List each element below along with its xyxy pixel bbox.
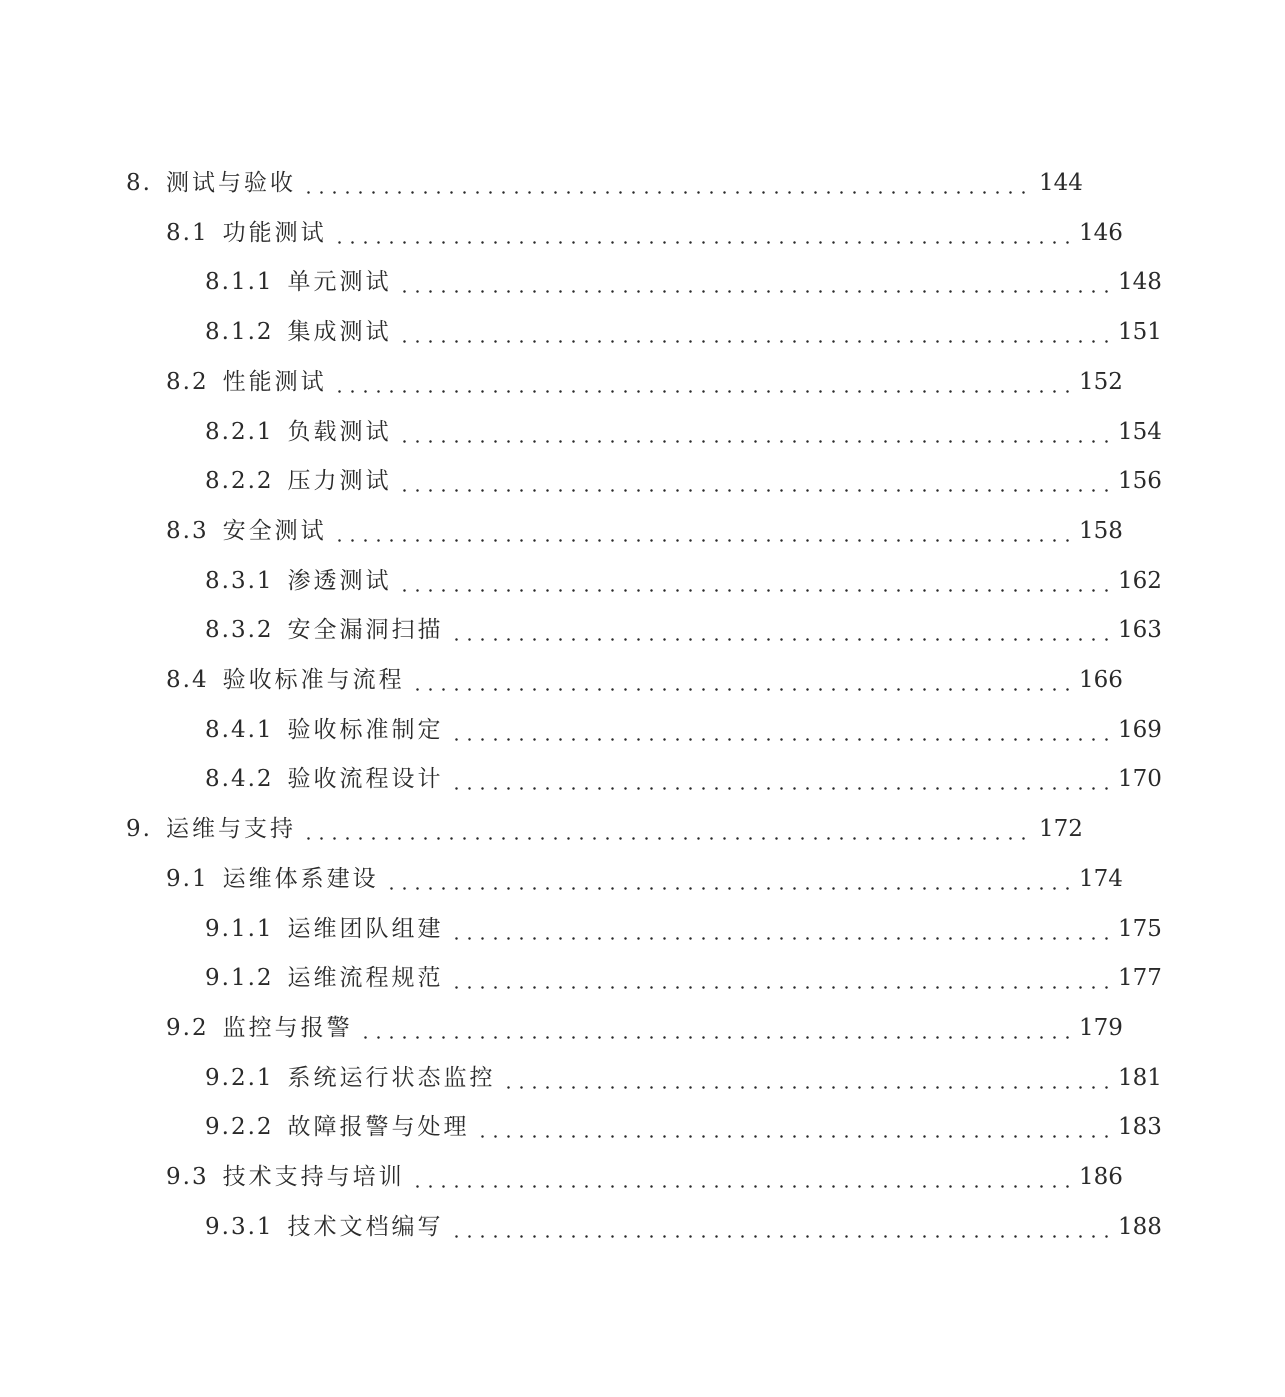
dot-leader bbox=[450, 915, 1112, 943]
toc-entry-page-number: 183 bbox=[1118, 1114, 1162, 1140]
toc-entry[interactable] bbox=[0, 952, 1285, 992]
toc-entry-number: 8. bbox=[126, 170, 152, 196]
toc-entry-page-number: 146 bbox=[1079, 220, 1123, 246]
toc-entry[interactable] bbox=[0, 406, 1285, 446]
toc-entry-number: 9.2 bbox=[166, 1015, 209, 1041]
dot-leader bbox=[411, 666, 1073, 694]
toc-entry-page-number: 144 bbox=[1039, 170, 1083, 196]
dot-leader bbox=[502, 1064, 1112, 1092]
toc-entry-page-number: 154 bbox=[1118, 419, 1162, 445]
toc-entry-title: 技术文档编写 bbox=[287, 1214, 444, 1240]
toc-entry-page-number: 151 bbox=[1118, 319, 1162, 345]
toc-entry-number: 8.4.2 bbox=[205, 766, 274, 792]
toc-entry-title: 运维团队组建 bbox=[287, 916, 444, 942]
toc-entry[interactable] bbox=[0, 1052, 1285, 1092]
toc-entry-title: 渗透测试 bbox=[287, 568, 392, 594]
dot-leader bbox=[450, 1213, 1112, 1241]
toc-entry-number: 8.1 bbox=[166, 220, 209, 246]
toc-entry[interactable] bbox=[0, 1002, 1246, 1042]
toc-entry-page-number: 156 bbox=[1118, 468, 1162, 494]
toc-entry[interactable] bbox=[0, 853, 1246, 893]
toc-entry[interactable] bbox=[0, 157, 1206, 197]
toc-entry-page-number: 166 bbox=[1079, 667, 1123, 693]
dot-leader bbox=[333, 219, 1073, 247]
toc-entry-number: 8.1.1 bbox=[205, 269, 274, 295]
toc-entry-page-number: 172 bbox=[1039, 816, 1083, 842]
toc-entry-title: 监控与报警 bbox=[222, 1015, 353, 1041]
dot-leader bbox=[450, 716, 1112, 744]
toc-entry[interactable] bbox=[0, 1151, 1246, 1191]
toc-entry[interactable] bbox=[0, 306, 1285, 346]
toc-entry-number: 9.1 bbox=[166, 866, 209, 892]
toc-entry-number: 9.2.1 bbox=[205, 1065, 274, 1091]
toc-entry-page-number: 169 bbox=[1118, 717, 1162, 743]
toc-entry[interactable] bbox=[0, 704, 1285, 744]
toc-entry[interactable] bbox=[0, 256, 1285, 296]
toc-entry-page-number: 162 bbox=[1118, 568, 1162, 594]
toc-entry-number: 8.2 bbox=[166, 369, 209, 395]
toc-entry-number: 9.3.1 bbox=[205, 1214, 274, 1240]
toc-entry-title: 负载测试 bbox=[287, 419, 392, 445]
dot-leader bbox=[385, 865, 1073, 893]
toc-entry[interactable] bbox=[0, 803, 1206, 843]
dot-leader bbox=[450, 964, 1112, 992]
toc-entry-page-number: 175 bbox=[1118, 916, 1162, 942]
dot-leader bbox=[476, 1113, 1112, 1141]
toc-entry-title: 安全测试 bbox=[222, 518, 327, 544]
toc-entry[interactable] bbox=[0, 356, 1246, 396]
dot-leader bbox=[398, 467, 1112, 495]
dot-leader bbox=[450, 616, 1112, 644]
toc-entry-number: 9.3 bbox=[166, 1164, 209, 1190]
dot-leader bbox=[359, 1014, 1073, 1042]
toc-entry-page-number: 179 bbox=[1079, 1015, 1123, 1041]
toc-entry-title: 运维体系建设 bbox=[222, 866, 379, 892]
toc-entry-page-number: 158 bbox=[1079, 518, 1123, 544]
toc-entry-title: 性能测试 bbox=[222, 369, 327, 395]
toc-entry[interactable] bbox=[0, 505, 1246, 545]
toc-entry-number: 9.1.2 bbox=[205, 965, 274, 991]
toc-entry-title: 安全漏洞扫描 bbox=[287, 617, 444, 643]
toc-entry-page-number: 177 bbox=[1118, 965, 1162, 991]
toc-entry-page-number: 163 bbox=[1118, 617, 1162, 643]
toc-entry-title: 压力测试 bbox=[287, 468, 392, 494]
toc-entry-page-number: 181 bbox=[1118, 1065, 1162, 1091]
dot-leader bbox=[398, 418, 1112, 446]
toc-entry[interactable] bbox=[0, 455, 1285, 495]
toc-entry-number: 8.4.1 bbox=[205, 717, 274, 743]
toc-entry-number: 8.3 bbox=[166, 518, 209, 544]
toc-entry-title: 系统运行状态监控 bbox=[287, 1065, 496, 1091]
toc-entry[interactable] bbox=[0, 1201, 1285, 1241]
toc-entry[interactable] bbox=[0, 654, 1246, 694]
toc-entry-number: 9.2.2 bbox=[205, 1114, 274, 1140]
toc-entry-page-number: 174 bbox=[1079, 866, 1123, 892]
toc-entry-title: 集成测试 bbox=[287, 319, 392, 345]
toc-entry[interactable] bbox=[0, 555, 1285, 595]
toc-entry-page-number: 170 bbox=[1118, 766, 1162, 792]
dot-leader bbox=[398, 318, 1112, 346]
toc-entry[interactable] bbox=[0, 207, 1246, 247]
toc-entry[interactable] bbox=[0, 1101, 1285, 1141]
toc-entry-title: 测试与验收 bbox=[166, 170, 296, 196]
toc-entry-page-number: 186 bbox=[1079, 1164, 1123, 1190]
dot-leader bbox=[398, 567, 1112, 595]
toc-entry-number: 8.4 bbox=[166, 667, 209, 693]
toc-entry-title: 验收标准与流程 bbox=[222, 667, 405, 693]
dot-leader bbox=[450, 765, 1112, 793]
toc-entry[interactable] bbox=[0, 903, 1285, 943]
toc-entry-number: 8.3.1 bbox=[205, 568, 274, 594]
toc-entry-number: 8.1.2 bbox=[205, 319, 274, 345]
toc-entry-number: 8.2.1 bbox=[205, 419, 274, 445]
toc-entry-title: 单元测试 bbox=[287, 269, 392, 295]
toc-entry-page-number: 188 bbox=[1118, 1214, 1162, 1240]
toc-entry-title: 运维流程规范 bbox=[287, 965, 444, 991]
dot-leader bbox=[398, 268, 1112, 296]
dot-leader bbox=[333, 368, 1073, 396]
toc-entry-number: 9.1.1 bbox=[205, 916, 274, 942]
toc-entry-title: 验收标准制定 bbox=[287, 717, 444, 743]
toc-entry-title: 功能测试 bbox=[222, 220, 327, 246]
toc-entry[interactable] bbox=[0, 604, 1285, 644]
toc-entry-page-number: 148 bbox=[1118, 269, 1162, 295]
dot-leader bbox=[411, 1163, 1073, 1191]
dot-leader bbox=[302, 815, 1033, 843]
toc-entry-number: 8.3.2 bbox=[205, 617, 274, 643]
toc-entry-title: 运维与支持 bbox=[166, 816, 296, 842]
dot-leader bbox=[333, 517, 1073, 545]
dot-leader bbox=[302, 169, 1033, 197]
toc-entry-number: 8.2.2 bbox=[205, 468, 274, 494]
toc-entry-title: 故障报警与处理 bbox=[287, 1114, 470, 1140]
toc-entry-title: 技术支持与培训 bbox=[222, 1164, 405, 1190]
toc-entry[interactable] bbox=[0, 753, 1285, 793]
toc-entry-number: 9. bbox=[126, 816, 152, 842]
toc-entry-title: 验收流程设计 bbox=[287, 766, 444, 792]
toc-entry-page-number: 152 bbox=[1079, 369, 1123, 395]
